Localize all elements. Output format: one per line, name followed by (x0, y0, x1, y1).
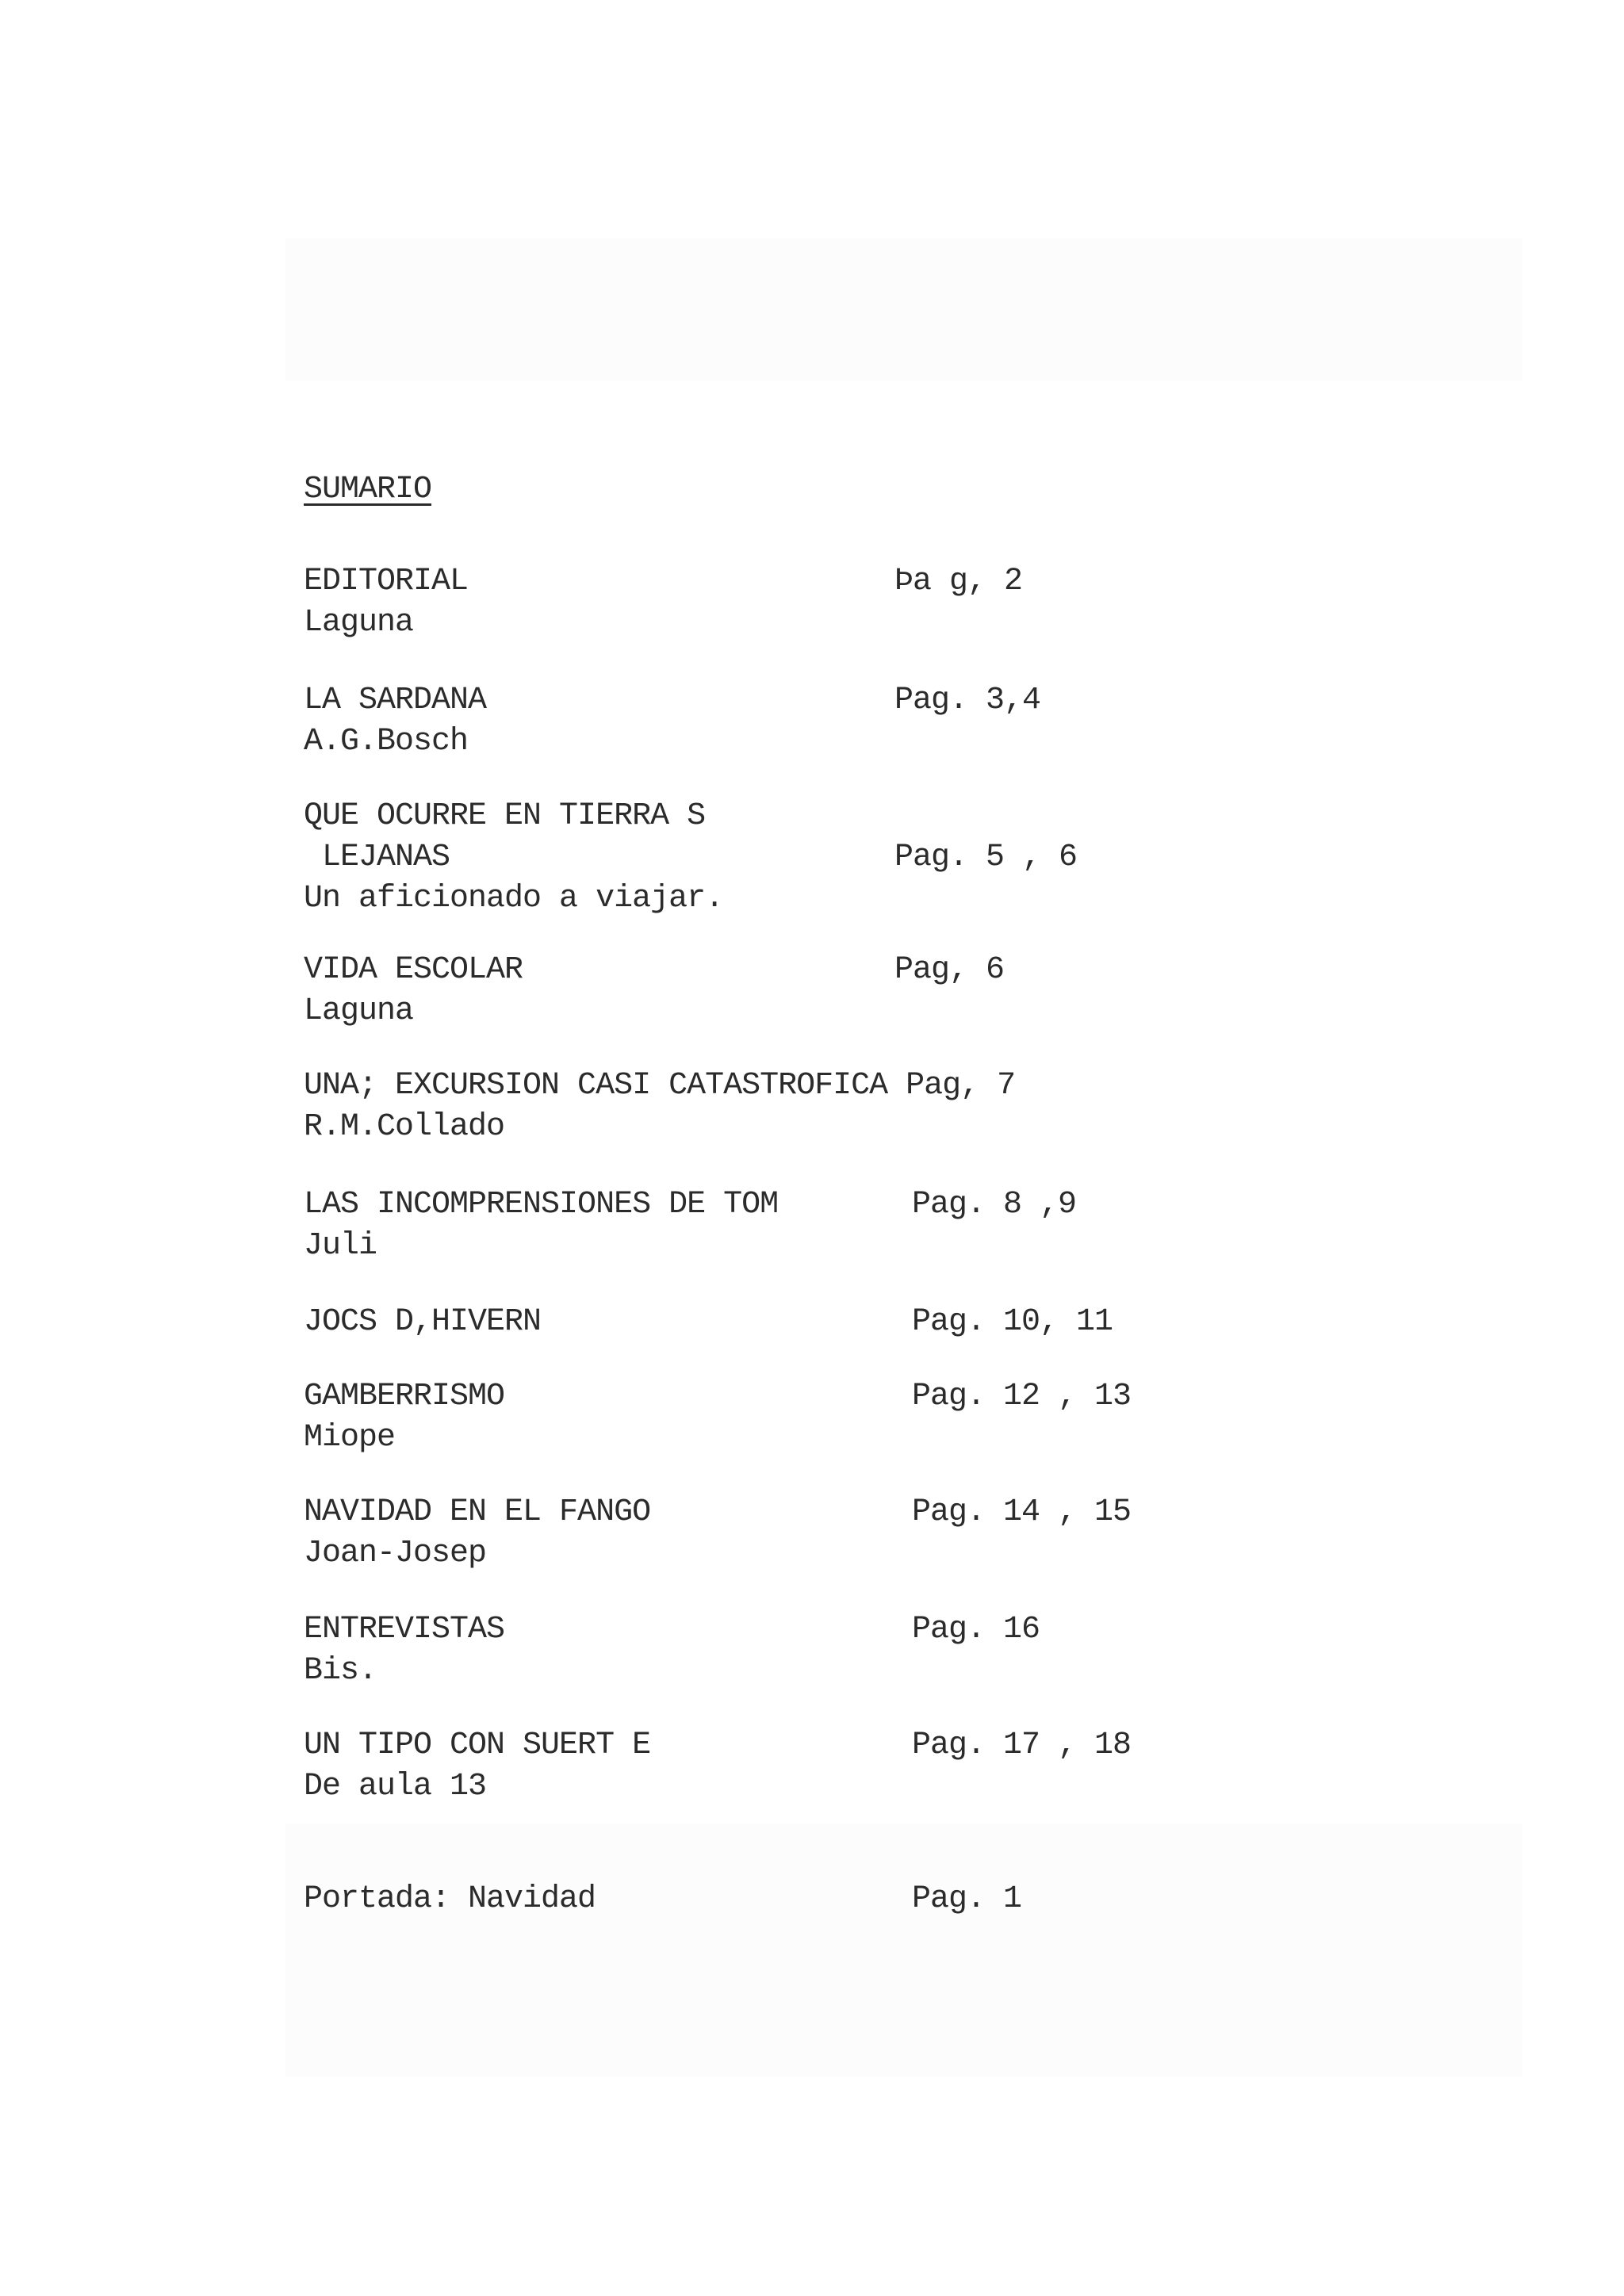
toc-entry (304, 1609, 1255, 1692)
entry-title: Portada: Navidad (304, 1881, 596, 1917)
entry-title: LAS INCOMPRENSIONES DE TOM (304, 1187, 779, 1223)
entry-author: Laguna (304, 605, 414, 641)
entry-title: NAVIDAD EN EL FANGO (304, 1494, 651, 1530)
toc-entry (304, 680, 1255, 763)
entry-page: Þa g, 2 (894, 564, 1023, 599)
toc-entry (304, 1725, 1255, 1808)
entry-author: Laguna (304, 993, 414, 1029)
entry-author: A.G.Bosch (304, 724, 469, 760)
entry-page: Pag. 1 (912, 1881, 1022, 1917)
toc-entry (304, 1879, 1255, 1920)
entry-page: Pag. 10, 11 (912, 1304, 1113, 1340)
entry-title-continued: LEJANAS (304, 840, 450, 875)
bleed-through-shadow (285, 1823, 1522, 2077)
entry-page: Pag. 16 (912, 1612, 1040, 1647)
entry-page: Pag, 6 (894, 952, 1005, 988)
entry-title: LA SARDANA (304, 683, 487, 718)
toc-entry (304, 1302, 1255, 1343)
entry-author: Miope (304, 1420, 396, 1456)
entry-title: EDITORIAL (304, 564, 469, 599)
entry-title: VIDA ESCOLAR (304, 952, 523, 988)
entry-author: Bis. (304, 1653, 377, 1689)
toc-entry (304, 1066, 1255, 1148)
toc-entry (304, 1376, 1255, 1459)
entry-author: R.M.Collado (304, 1109, 505, 1145)
toc-entry (304, 796, 1255, 920)
entry-title: JOCS D,HIVERN (304, 1304, 542, 1340)
page-title: SUMARIO (304, 472, 432, 507)
entry-author: De aula 13 (304, 1769, 487, 1804)
entry-title: UN TIPO CON SUERT E (304, 1728, 651, 1763)
entry-author: Un aficionado a viajar. (304, 881, 724, 916)
toc-entry (304, 1184, 1255, 1267)
toc-entry (304, 1492, 1255, 1575)
entry-title: QUE OCURRE EN TIERRA S (304, 798, 706, 834)
entry-page: Pag. 17 , 18 (912, 1728, 1132, 1763)
entry-author: Joan-Josep (304, 1536, 487, 1571)
entry-page: Pag. 12 , 13 (912, 1379, 1132, 1414)
entry-title: UNA; EXCURSION CASI CATASTROFICA Pag, 7 (304, 1068, 1016, 1104)
entry-title: GAMBERRISMO (304, 1379, 505, 1414)
entry-title: ENTREVISTAS (304, 1612, 505, 1647)
entry-page: Pag. 3,4 (894, 683, 1041, 718)
entry-author: Juli (304, 1228, 377, 1264)
toc-entry (304, 950, 1255, 1032)
toc-entry (304, 561, 1255, 644)
entry-page: Pag. 8 ,9 (912, 1187, 1077, 1223)
entry-page: Pag. 5 , 6 (894, 840, 1078, 875)
bleed-through-shadow (285, 238, 1522, 381)
entry-page: Pag. 14 , 15 (912, 1494, 1132, 1530)
